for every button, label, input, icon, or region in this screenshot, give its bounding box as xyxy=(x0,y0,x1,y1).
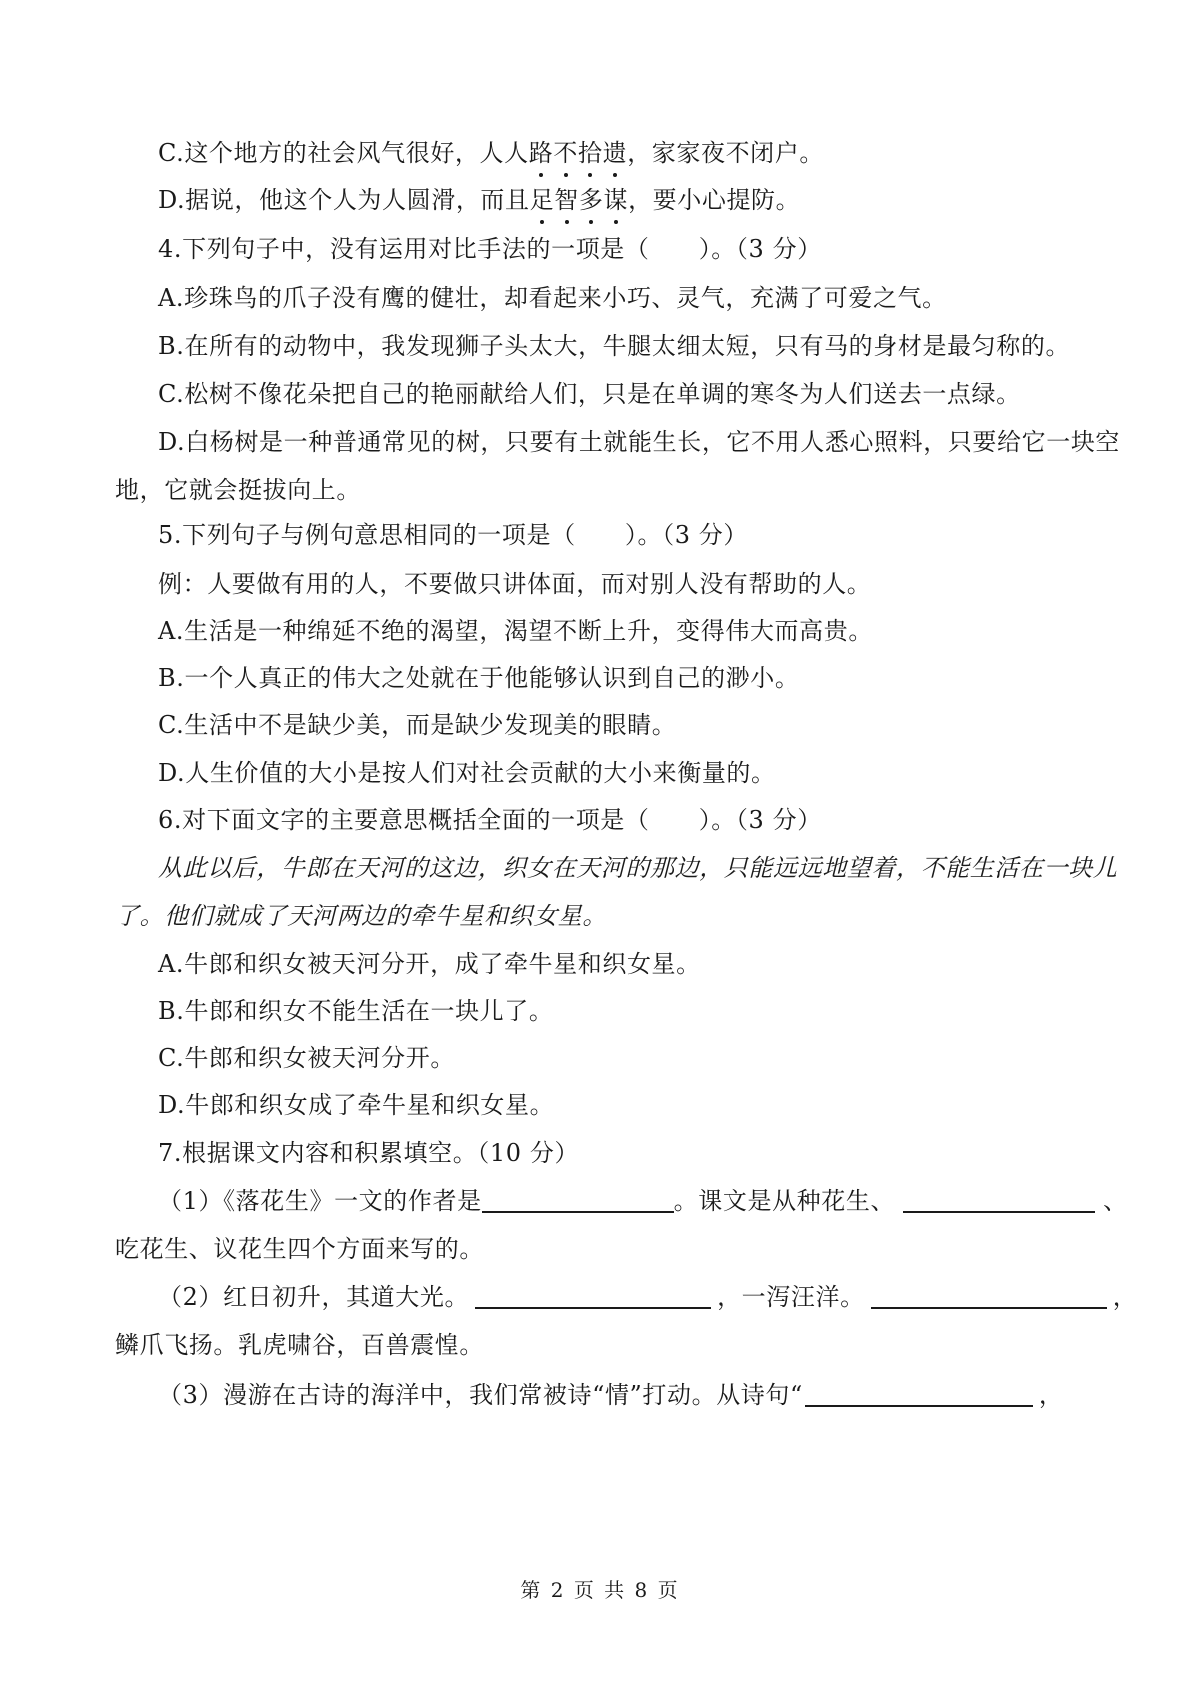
answer-blank[interactable] xyxy=(805,1379,1033,1407)
q3-option-d: D.据说，他这个人为人圆滑，而且足智多谋，要小心提防。 xyxy=(158,183,800,217)
q4-stem: 4.下列句子中，没有运用对比手法的一项是（ ）。（3 分） xyxy=(158,235,822,263)
emphasis-char: 拾 xyxy=(578,136,603,170)
q3-option-c: C.这个地方的社会风气很好，人人路不拾遗，家家夜不闭户。 xyxy=(158,136,824,170)
q7-part1-line1: （1）《落花生》一文的作者是 。课文是从种花生、 、 xyxy=(158,1187,1128,1215)
q6-option-d: D.牛郎和织女成了牵牛星和织女星。 xyxy=(158,1091,555,1119)
answer-blank[interactable] xyxy=(903,1185,1095,1213)
q4-option-c: C.松树不像花朵把自己的艳丽献给人们，只是在单调的寒冬为人们送去一点绿。 xyxy=(158,380,1021,408)
emphasis-char: 路 xyxy=(529,136,554,170)
q5-option-a: A.生活是一种绵延不绝的渴望，渴望不断上升，变得伟大而高贵。 xyxy=(158,617,873,645)
emphasis-char: 遗 xyxy=(603,136,628,170)
answer-blank[interactable] xyxy=(475,1281,711,1309)
q7-part3-line1: （3）漫游在古诗的海洋中，我们常被诗“情”打动。从诗句“ ， xyxy=(158,1381,1064,1409)
q7-part2-line2: 鳞爪飞扬。乳虎啸谷，百兽震惶。 xyxy=(115,1331,484,1359)
page-number: 第 2 页 共 8 页 xyxy=(520,1578,680,1602)
answer-blank[interactable] xyxy=(871,1281,1107,1309)
emphasis-char: 不 xyxy=(553,136,578,170)
q4-option-d-line2: 地，它就会挺拔向上。 xyxy=(115,476,361,504)
q5-example: 例：人要做有用的人，不要做只讲体面，而对别人没有帮助的人。 xyxy=(158,570,872,598)
q7-part2-line1: （2）红日初升，其道大光。 ，一泻汪洋。 ， xyxy=(158,1283,1138,1311)
q4-option-a: A.珍珠鸟的爪子没有鹰的健壮，却看起来小巧、灵气，充满了可爱之气。 xyxy=(158,284,947,312)
answer-blank[interactable] xyxy=(482,1185,674,1213)
q4-option-b: B.在所有的动物中，我发现狮子头太大，牛腿太细太短，只有马的身材是最匀称的。 xyxy=(158,332,1071,360)
q5-option-d: D.人生价值的大小是按人们对社会贡献的大小来衡量的。 xyxy=(158,759,776,787)
emphasis-char: 谋 xyxy=(603,183,628,217)
emphasis-char: 多 xyxy=(579,183,604,217)
q5-option-b: B.一个人真正的伟大之处就在于他能够认识到自己的渺小。 xyxy=(158,664,800,692)
q6-stem: 6.对下面文字的主要意思概括全面的一项是（ ）。（3 分） xyxy=(158,806,822,834)
q6-option-a: A.牛郎和织女被天河分开，成了牵牛星和织女星。 xyxy=(158,950,701,978)
q5-stem: 5.下列句子与例句意思相同的一项是（ ）。（3 分） xyxy=(158,521,748,549)
emphasis-char: 智 xyxy=(554,183,579,217)
emphasis-char: 足 xyxy=(530,183,555,217)
q5-option-c: C.生活中不是缺少美，而是缺少发现美的眼睛。 xyxy=(158,711,677,739)
q6-option-b: B.牛郎和织女不能生活在一块儿了。 xyxy=(158,997,554,1025)
q6-passage-line1: 从此以后，牛郎在天河的这边，织女在天河的那边，只能远远地望着，不能生活在一块儿 xyxy=(158,854,1118,882)
q7-part1-line2: 吃花生、议花生四个方面来写的。 xyxy=(115,1235,484,1263)
q4-option-d-line1: D.白杨树是一种普通常见的树，只要有土就能生长，它不用人悉心照料，只要给它一块空 xyxy=(158,428,1121,456)
q7-stem: 7.根据课文内容和积累填空。（10 分） xyxy=(158,1139,580,1167)
q6-passage-line2: 了。他们就成了天河两边的牵牛星和织女星。 xyxy=(115,902,607,930)
q6-option-c: C.牛郎和织女被天河分开。 xyxy=(158,1044,455,1072)
